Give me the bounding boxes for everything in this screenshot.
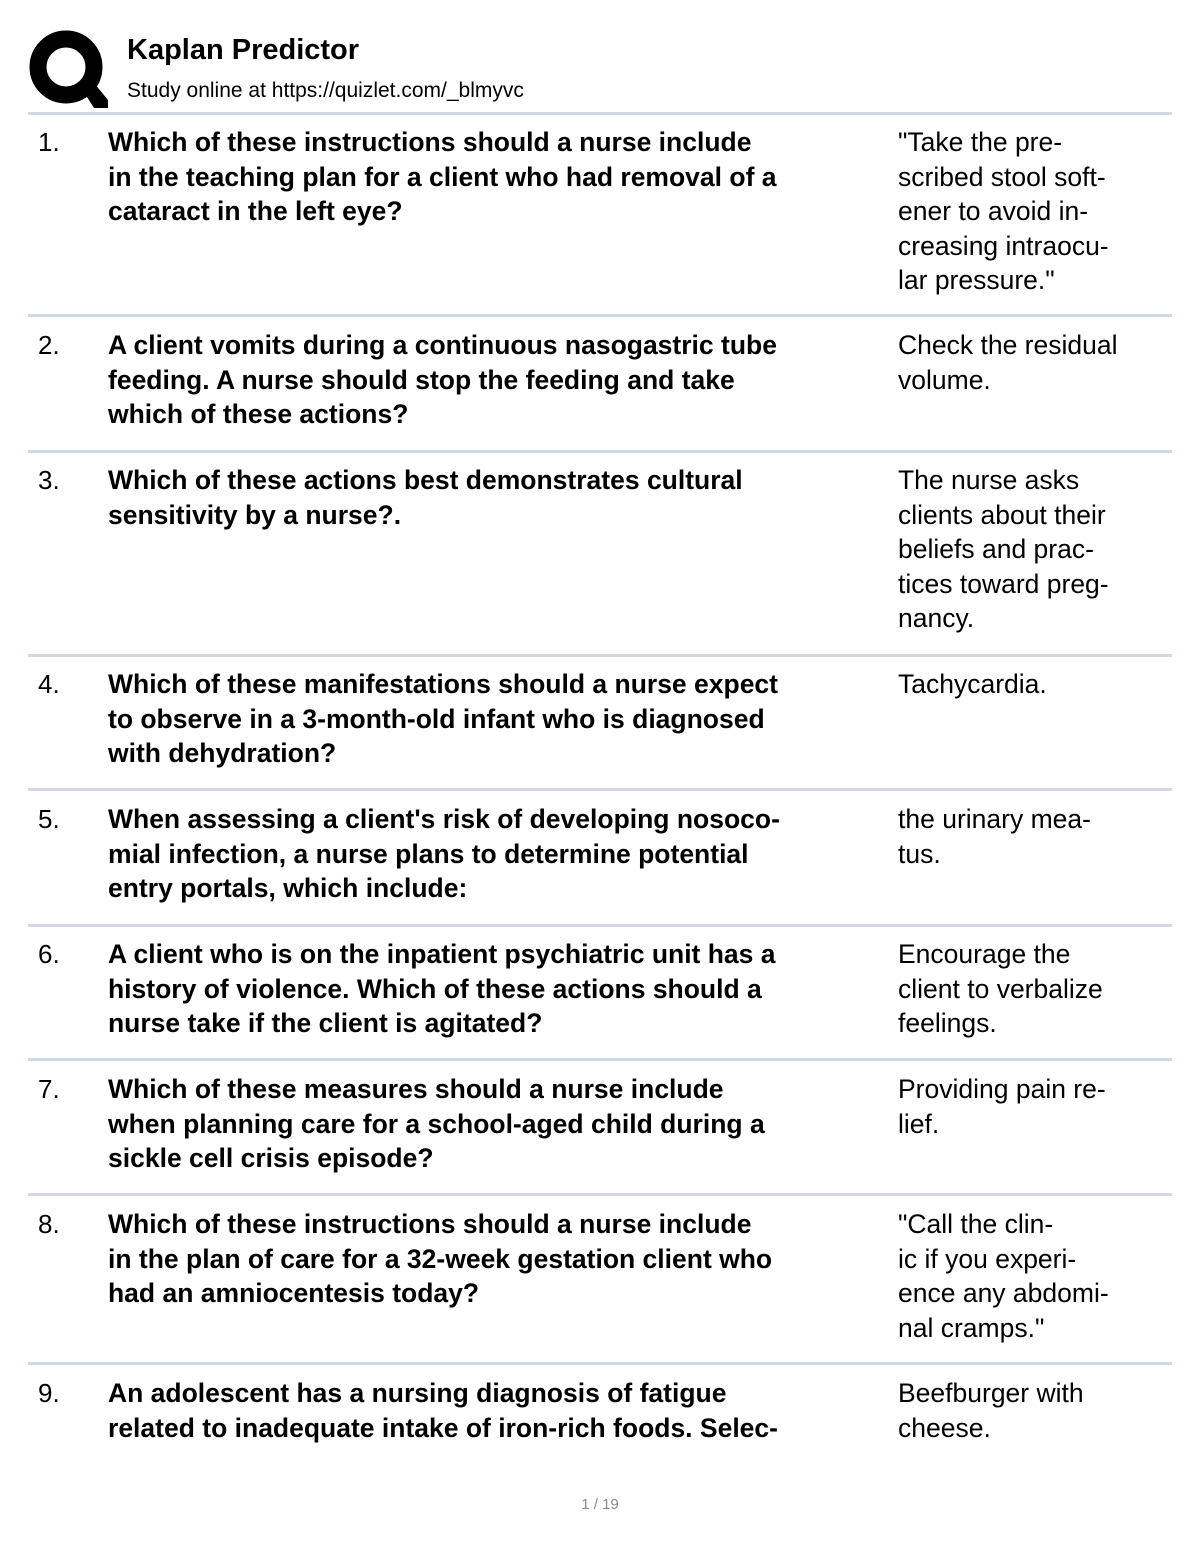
- card-divider: [28, 788, 1172, 791]
- card-number: 4.: [38, 669, 60, 699]
- card-number: 8.: [38, 1209, 60, 1239]
- card-answer: The nurse asks clients about their beliefs and prac- tices toward preg- nancy.: [898, 465, 1109, 633]
- card-question: Which of these instructions should a nurse include in the plan of care for a 32-week gestation client who had an amniocentesis today?: [108, 1209, 773, 1308]
- card-divider: [28, 450, 1172, 453]
- card-question: Which of these measures should a nurse include when planning care for a school-aged child during a sickle cell crisis episode?: [108, 1074, 765, 1173]
- card-question: An adolescent has a nursing diagnosis of fatigue related to inadequate intake of iron-rich foods. Selec-: [108, 1378, 778, 1443]
- card-number: 3.: [38, 465, 60, 495]
- card-number: 9.: [38, 1378, 60, 1408]
- card-question: Which of these instructions should a nurse include in the teaching plan for a client who had removal of a cataract in the left eye?: [108, 127, 777, 226]
- card-divider: [28, 1193, 1172, 1196]
- card-answer: "Take the pre- scribed stool soft- ener to avoid in- creasing intraocu- lar pressure.": [898, 127, 1109, 295]
- card-answer: Encourage the client to verbalize feelings.: [898, 939, 1103, 1038]
- card-divider: [28, 1058, 1172, 1061]
- card-question: Which of these actions best demonstrates cultural sensitivity by a nurse?.: [108, 465, 743, 530]
- quizlet-q-logo-icon: [28, 28, 108, 108]
- card-answer: the urinary mea- tus.: [898, 804, 1091, 869]
- study-online-link[interactable]: Study online at https://quizlet.com/_blmyvc: [127, 79, 524, 102]
- card-divider: [28, 1362, 1172, 1365]
- card-divider: [28, 924, 1172, 927]
- card-number: 2.: [38, 330, 60, 360]
- card-answer: "Call the clin- ic if you experi- ence any abdomi- nal cramps.": [898, 1209, 1109, 1343]
- card-question: Which of these manifestations should a nurse expect to observe in a 3-month-old infant who is diagnosed with dehydration?: [108, 669, 778, 768]
- card-divider: [28, 654, 1172, 657]
- header-divider: [28, 112, 1172, 115]
- card-answer: Tachycardia.: [898, 669, 1047, 699]
- card-divider: [28, 314, 1172, 317]
- card-number: 1.: [38, 127, 60, 157]
- card-answer: Beefburger with cheese.: [898, 1378, 1084, 1443]
- card-question: A client who is on the inpatient psychiatric unit has a history of violence. Which of these actions should a nurse take if the client is agitated?: [108, 939, 776, 1038]
- document-title: Kaplan Predictor: [127, 34, 360, 66]
- card-number: 7.: [38, 1074, 60, 1104]
- card-number: 6.: [38, 939, 60, 969]
- page-indicator: 1 / 19: [581, 1496, 619, 1513]
- card-number: 5.: [38, 804, 60, 834]
- card-question: When assessing a client's risk of developing nosoco- mial infection, a nurse plans to determine potential entry portals, which include:: [108, 804, 780, 903]
- card-answer: Check the residual volume.: [898, 330, 1118, 395]
- card-answer: Providing pain re- lief.: [898, 1074, 1106, 1139]
- card-question: A client vomits during a continuous nasogastric tube feeding. A nurse should stop the feeding and take which of these actions?: [108, 330, 777, 429]
